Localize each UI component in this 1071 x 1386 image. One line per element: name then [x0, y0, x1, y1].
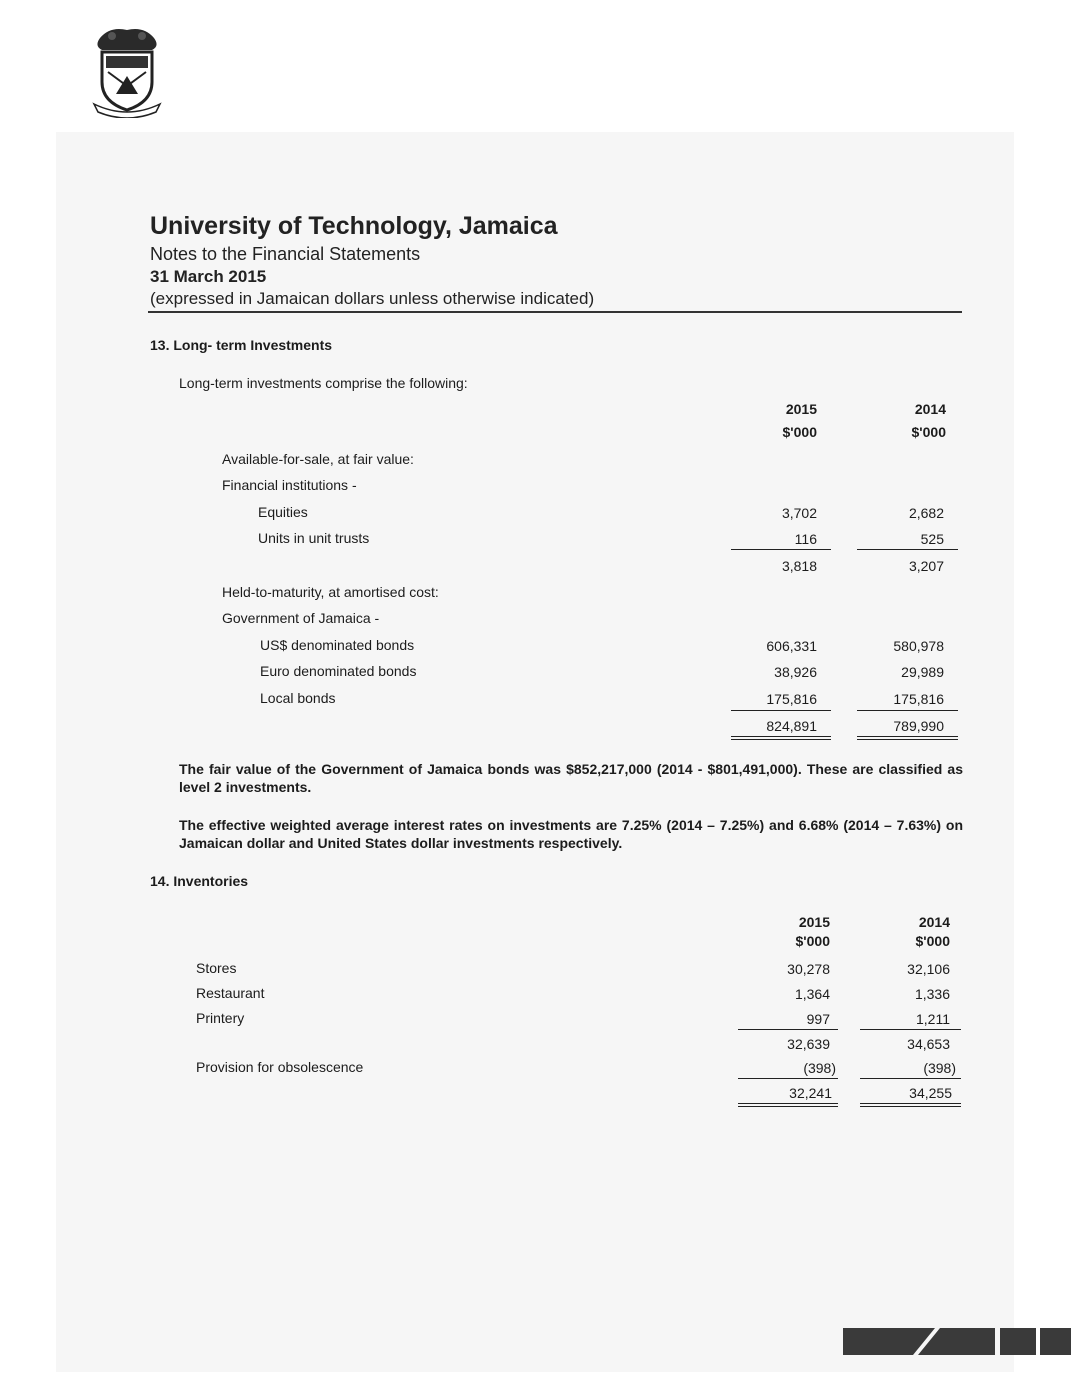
footer-decorative-bars	[843, 1328, 1071, 1355]
note13-intro: Long-term investments comprise the following:	[179, 375, 468, 391]
htm-label: Held-to-maturity, at amortised cost:	[222, 584, 439, 600]
unit-trusts-label: Units in unit trusts	[258, 530, 370, 546]
restaurant-label: Restaurant	[196, 985, 265, 1001]
note13-total-2015: 824,891	[766, 718, 817, 734]
afs-label: Available-for-sale, at fair value:	[222, 451, 414, 467]
note14-col-2014: 2014 $'000	[915, 914, 950, 949]
inventory-total-double-rule-2014	[860, 1103, 961, 1107]
euro-bonds-2015: 38,926	[774, 664, 817, 680]
htm-subtotal-rule-2015	[731, 710, 831, 711]
local-bonds-2014: 175,816	[893, 691, 944, 707]
printery-2014: 1,211	[916, 1011, 950, 1027]
university-crest-logo	[90, 24, 164, 118]
us-bonds-2014: 580,978	[893, 638, 944, 654]
inventory-subtotal-rule-2014	[860, 1029, 961, 1030]
statement-date: 31 March 2015	[150, 267, 267, 286]
provision-rule-2014	[860, 1078, 961, 1079]
local-bonds-label: Local bonds	[260, 690, 336, 706]
inventory-subtotal-rule-2015	[738, 1029, 838, 1030]
equities-2015: 3,702	[781, 505, 817, 521]
header-divider	[148, 311, 962, 313]
euro-bonds-label: Euro denominated bonds	[260, 663, 417, 679]
currency-note: (expressed in Jamaican dollars unless otherwise indicated)	[150, 289, 595, 308]
afs-total-2014: 3,207	[908, 558, 944, 574]
equities-2014: 2,682	[908, 505, 944, 521]
restaurant-2014: 1,336	[914, 986, 950, 1002]
stores-2015: 30,278	[787, 961, 830, 977]
us-bonds-label: US$ denominated bonds	[260, 637, 415, 653]
inventory-subtotal-2014: 34,653	[907, 1036, 950, 1052]
local-bonds-2015: 175,816	[766, 691, 817, 707]
interest-rates-paragraph: The effective weighted average interest rates on investments are 7.25% (2014 – 7.25%) and 6.68% (2014 – 7.63%) on Jamaican dollar and United States dollar investments respectively.	[179, 817, 963, 851]
note14-col-2015: 2015 $'000	[795, 914, 830, 949]
provision-2014: (398)	[923, 1060, 956, 1076]
note13-heading: 13. Long- term Investments	[150, 337, 333, 353]
equities-label: Equities	[258, 504, 308, 520]
document-sheet	[56, 132, 1014, 1372]
afs-subtotal-rule-2014	[857, 549, 958, 550]
stores-2014: 32,106	[907, 961, 950, 977]
printery-label: Printery	[196, 1010, 245, 1026]
unit-trusts-2014: 525	[920, 531, 944, 547]
inventory-total-double-rule-2015	[738, 1103, 838, 1107]
printery-2015: 997	[806, 1011, 830, 1027]
note13-col-2014: 2014 $'000	[911, 401, 946, 440]
provision-2015: (398)	[803, 1060, 836, 1076]
afs-total-2015: 3,818	[781, 558, 817, 574]
unit-trusts-2015: 116	[794, 531, 817, 547]
note13-total-2014: 789,990	[893, 718, 944, 734]
afs-subtotal-rule-2015	[731, 549, 831, 550]
stores-label: Stores	[196, 960, 237, 976]
provision-rule-2015	[738, 1078, 838, 1079]
us-bonds-2015: 606,331	[766, 638, 817, 654]
note13-col-2015: 2015 $'000	[782, 401, 817, 440]
note13-total-double-rule-2014	[857, 736, 958, 740]
org-title: University of Technology, Jamaica	[150, 212, 558, 240]
inventory-total-2015: 32,241	[789, 1085, 832, 1101]
inventory-total-2014: 34,255	[909, 1085, 952, 1101]
htm-subtotal-rule-2014	[857, 710, 958, 711]
fair-value-paragraph: The fair value of the Government of Jamaica bonds was $852,217,000 (2014 - $801,491,000). These are classified as level 2 investments.	[179, 761, 963, 795]
note14-heading: 14. Inventories	[150, 873, 249, 889]
restaurant-2015: 1,364	[794, 986, 830, 1002]
financial-institutions-label: Financial institutions -	[222, 477, 357, 493]
statement-subtitle: Notes to the Financial Statements	[150, 244, 421, 264]
provision-label: Provision for obsolescence	[196, 1059, 364, 1075]
note13-total-double-rule-2015	[731, 736, 831, 740]
euro-bonds-2014: 29,989	[901, 664, 944, 680]
goj-label: Government of Jamaica -	[222, 610, 380, 626]
inventory-subtotal-2015: 32,639	[787, 1036, 830, 1052]
